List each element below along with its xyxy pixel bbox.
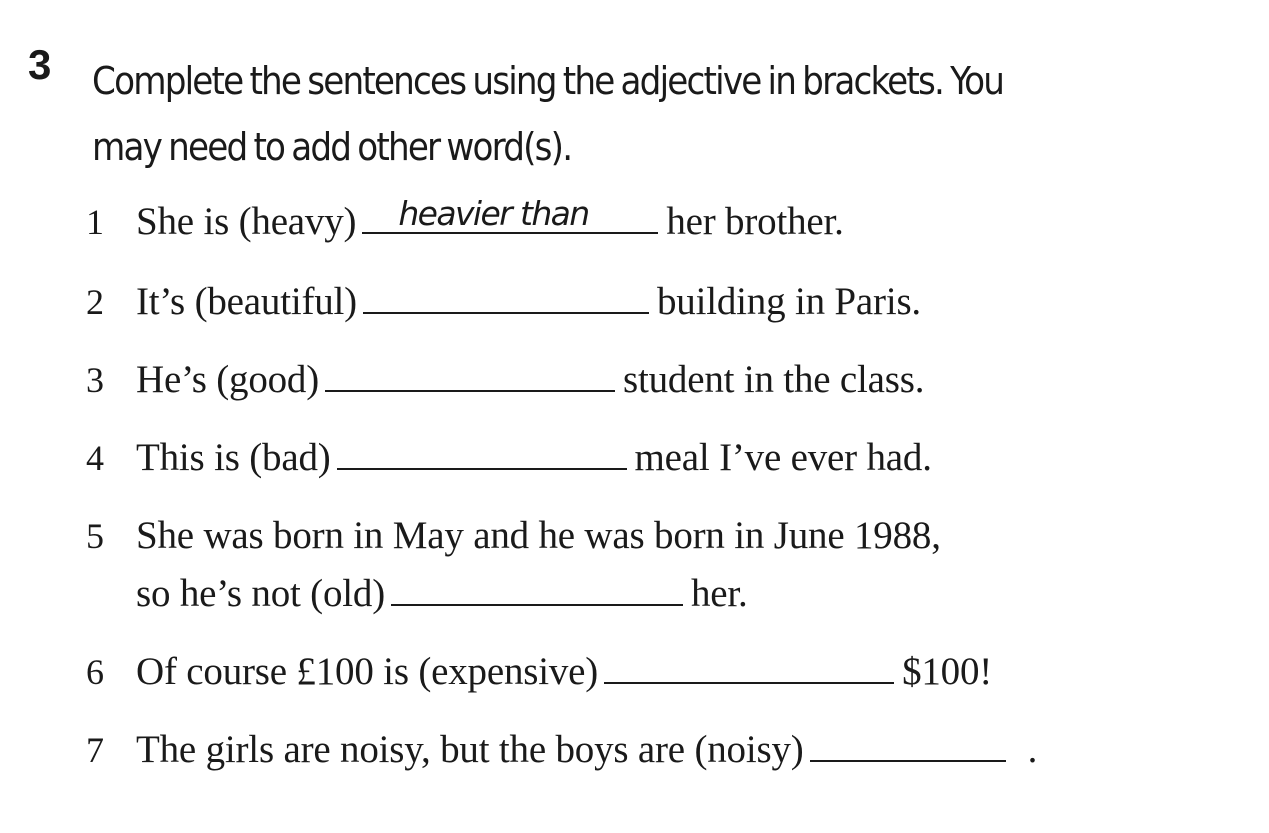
instruction-line-2: may need to add other word(s). (92, 125, 572, 169)
item-number: 7 (86, 730, 104, 770)
sentence-prompt: so he’s not (old) (136, 572, 385, 615)
answer-blank[interactable] (363, 282, 649, 314)
sentence-ending: student in the class. (623, 358, 925, 401)
answer-blank[interactable] (604, 652, 894, 684)
item-number: 5 (86, 516, 104, 556)
sentence-ending: building in Paris. (656, 280, 921, 323)
sentence-prompt: The girls are noisy, but the boys are (noisy) (136, 728, 804, 771)
sentence-prompt: She is (heavy) (136, 200, 357, 243)
sentence-ending: . (1027, 728, 1038, 771)
sentence-item-2 (86, 282, 921, 321)
exercise-number: 3 (28, 41, 51, 88)
sentence-prompt: This is (bad) (136, 436, 331, 479)
sentence-item-5-continued (86, 574, 748, 613)
sentence-prompt: Of course £100 is (expensive) (136, 650, 599, 693)
answer-blank[interactable] (362, 194, 658, 234)
sentence-item-1 (86, 194, 844, 243)
item-number: 2 (86, 282, 104, 322)
instruction-line-1: Complete the sentences using the adjective in brackets. You (92, 59, 1004, 103)
sentence-ending: $100! (902, 650, 993, 693)
sentence-item-3 (86, 360, 924, 399)
answer-blank[interactable] (325, 360, 615, 392)
sentence-item-7 (86, 730, 1037, 769)
answer-blank[interactable] (810, 730, 1006, 762)
answer-blank[interactable] (337, 438, 627, 470)
sentence-ending: her. (691, 572, 748, 615)
item-number: 1 (86, 202, 104, 242)
item-number: 6 (86, 652, 104, 692)
sentence-item-4 (86, 438, 932, 477)
sentence-ending: her brother. (666, 200, 844, 243)
sentence-list (86, 0, 1266, 833)
item-number: 4 (86, 438, 104, 478)
answer-blank[interactable] (391, 574, 683, 606)
sentence-prompt: It’s (beautiful) (136, 280, 357, 323)
sentence-item-6 (86, 652, 992, 691)
sentence-prompt: She was born in May and he was born in June 1988, (136, 514, 941, 557)
item-number: 3 (86, 360, 104, 400)
sentence-ending: meal I’ve ever had. (634, 436, 932, 479)
sentence-prompt: He’s (good) (136, 358, 320, 401)
written-answer: heavier than (398, 194, 589, 233)
sentence-item-5 (86, 516, 941, 555)
